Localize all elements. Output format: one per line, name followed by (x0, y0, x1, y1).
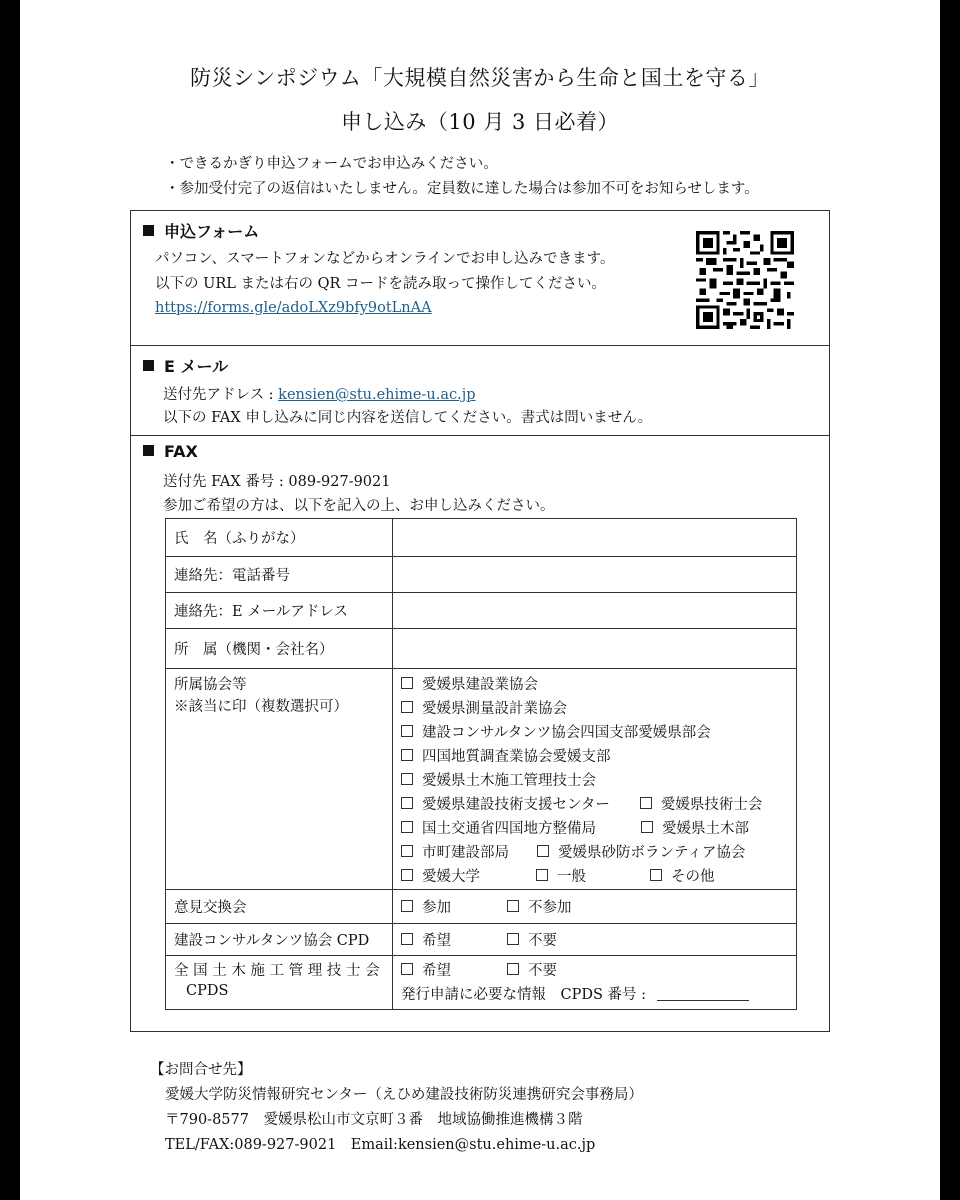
checkbox[interactable] (507, 933, 519, 945)
checkbox[interactable] (507, 900, 519, 912)
square-bullet-icon (143, 445, 154, 456)
cpds-options (393, 956, 797, 1010)
cpd-no-option[interactable]: 不要 (507, 933, 557, 949)
option-municipal-construction[interactable]: 市町建設部局 (401, 845, 509, 861)
contact-heading: 【お問合せ先】 (150, 1062, 252, 1078)
checkbox[interactable] (401, 749, 413, 761)
exchange-absent-option[interactable]: 不参加 (507, 900, 572, 916)
checkbox[interactable] (401, 900, 413, 912)
option-survey-design-assoc[interactable]: 愛媛県測量設計業協会 (401, 697, 788, 721)
email-address-link[interactable]: kensien@stu.ehime-u.ac.jp (278, 387, 476, 403)
checkbox[interactable] (536, 869, 548, 881)
cpds-choice-row (401, 959, 788, 983)
cpds-info-label: 発行申請に必要な情報 CPDS 番号 : (401, 987, 651, 1003)
table-row (166, 593, 797, 629)
option-mlit-shikoku[interactable]: 国土交通省四国地方整備局 (401, 821, 596, 837)
checkbox[interactable] (641, 821, 653, 833)
checkbox[interactable] (401, 677, 413, 689)
phone-field[interactable] (393, 557, 797, 593)
online-form-line-1: パソコン、スマートフォンなどからオンラインでお申し込みできます。 (155, 251, 615, 267)
phone-label: 連絡先：電話番号 (166, 557, 393, 593)
cpds-number-field[interactable] (657, 1000, 749, 1001)
contact-address: 〒790-8577 愛媛県松山市文京町３番 地域協働推進機構３階 (165, 1112, 583, 1128)
page-title: 防災シンポジウム「大規模自然災害から生命と国土を守る」 (190, 66, 770, 90)
option-general[interactable]: 一般 (536, 869, 586, 885)
email-section (131, 345, 829, 436)
checkbox[interactable] (507, 963, 519, 975)
association-note: ※該当に印（複数選択可） (174, 699, 348, 715)
online-form-section (131, 211, 829, 345)
exchange-attend-option[interactable]: 参加 (401, 900, 451, 916)
note-1: ・できるかぎり申込フォームでお申込みください。 (165, 156, 498, 172)
email-address-line: 送付先アドレス : kensien@stu.ehime-u.ac.jp (163, 387, 476, 403)
cpds-no-option[interactable]: 不要 (507, 963, 557, 979)
table-row (166, 890, 797, 924)
email-field[interactable] (393, 593, 797, 629)
option-other[interactable]: その他 (650, 869, 715, 885)
affiliation-field[interactable] (393, 629, 797, 669)
option-row-8 (401, 841, 788, 865)
checkbox[interactable] (401, 869, 413, 881)
cpds-want-option[interactable]: 希望 (401, 963, 451, 979)
table-row (166, 519, 797, 557)
association-label: 所属協会等 (174, 677, 247, 693)
cpd-label: 建設コンサルタンツ協会 CPD (166, 924, 393, 956)
fax-heading: FAX (143, 442, 198, 461)
table-row (166, 557, 797, 593)
fax-instruction: 参加ご希望の方は、以下を記入の上、お申し込みください。 (163, 498, 555, 514)
cpds-number-row (401, 983, 788, 1007)
option-ehime-university[interactable]: 愛媛大学 (401, 869, 480, 885)
form-url-link[interactable]: https://forms.gle/adoLXz9bfy9otLnAA (155, 300, 432, 316)
table-row (166, 629, 797, 669)
cpds-label-line-2: CPDS (186, 983, 229, 999)
online-form-line-2: 以下の URL または右の QR コードを読み取って操作してください。 (155, 276, 607, 292)
checkbox[interactable] (650, 869, 662, 881)
name-label: 氏 名（ふりがな） (166, 519, 393, 557)
association-label-cell (166, 669, 393, 890)
contact-tel-email: TEL/FAX:089-927-9021 Email:kensien@stu.ehime-u.ac.jp (165, 1137, 596, 1153)
qr-code-icon[interactable] (696, 231, 794, 329)
email-instruction: 以下の FAX 申し込みに同じ内容を送信してください。書式は問いません。 (163, 410, 653, 426)
checkbox[interactable] (401, 701, 413, 713)
checkbox[interactable] (537, 845, 549, 857)
option-row-7 (401, 817, 788, 841)
checkbox[interactable] (640, 797, 652, 809)
option-consultants-assoc[interactable]: 建設コンサルタンツ協会四国支部愛媛県部会 (401, 721, 788, 745)
checkbox[interactable] (401, 725, 413, 737)
fax-number-line: 送付先 FAX 番号 : 089-927-9021 (163, 474, 391, 490)
option-ehime-construction-assoc[interactable]: 愛媛県建設業協会 (401, 673, 788, 697)
square-bullet-icon (143, 360, 154, 371)
option-sabo-volunteer[interactable]: 愛媛県砂防ボランティア協会 (537, 845, 745, 861)
fax-section (131, 435, 829, 1031)
option-geological-survey-assoc[interactable]: 四国地質調査業協会愛媛支部 (401, 745, 788, 769)
option-tech-support-center[interactable]: 愛媛県建設技術支援センター (401, 797, 610, 813)
association-options (393, 669, 797, 890)
email-label: 連絡先：E メールアドレス (166, 593, 393, 629)
option-row-6 (401, 793, 788, 817)
checkbox[interactable] (401, 773, 413, 785)
document-page (20, 0, 940, 1200)
checkbox[interactable] (401, 845, 413, 857)
cpd-options (393, 924, 797, 956)
table-row (166, 924, 797, 956)
exchange-label: 意見交換会 (166, 890, 393, 924)
exchange-options (393, 890, 797, 924)
online-form-heading: 申込フォーム (143, 219, 259, 242)
option-civil-dept[interactable]: 愛媛県土木部 (641, 821, 749, 837)
square-bullet-icon (143, 225, 154, 236)
table-row (166, 669, 797, 890)
checkbox[interactable] (401, 821, 413, 833)
option-pe-assoc[interactable]: 愛媛県技術士会 (640, 797, 763, 813)
checkbox[interactable] (401, 933, 413, 945)
cpd-want-option[interactable]: 希望 (401, 933, 451, 949)
option-row-9 (401, 865, 788, 889)
checkbox[interactable] (401, 963, 413, 975)
fax-form-table (165, 518, 797, 1010)
affiliation-label: 所 属（機関・会社名） (166, 629, 393, 669)
table-row (166, 956, 797, 1010)
email-heading: E メール (143, 354, 228, 377)
contact-org: 愛媛大学防災情報研究センター（えひめ建設技術防災連携研究会事務局） (165, 1087, 643, 1103)
checkbox[interactable] (401, 797, 413, 809)
application-box (130, 210, 830, 1032)
page-subtitle: 申し込み（10 月 3 日必着） (340, 110, 620, 134)
cpds-label-line-1: 全 国 土 木 施 工 管 理 技 士 会 (174, 963, 380, 979)
cpds-label-cell (166, 956, 393, 1010)
name-field[interactable] (393, 519, 797, 557)
note-2: ・参加受付完了の返信はいたしません。定員数に達した場合は参加不可をお知らせします。 (165, 181, 759, 197)
option-civil-engineers-assoc[interactable]: 愛媛県土木施工管理技士会 (401, 769, 788, 793)
